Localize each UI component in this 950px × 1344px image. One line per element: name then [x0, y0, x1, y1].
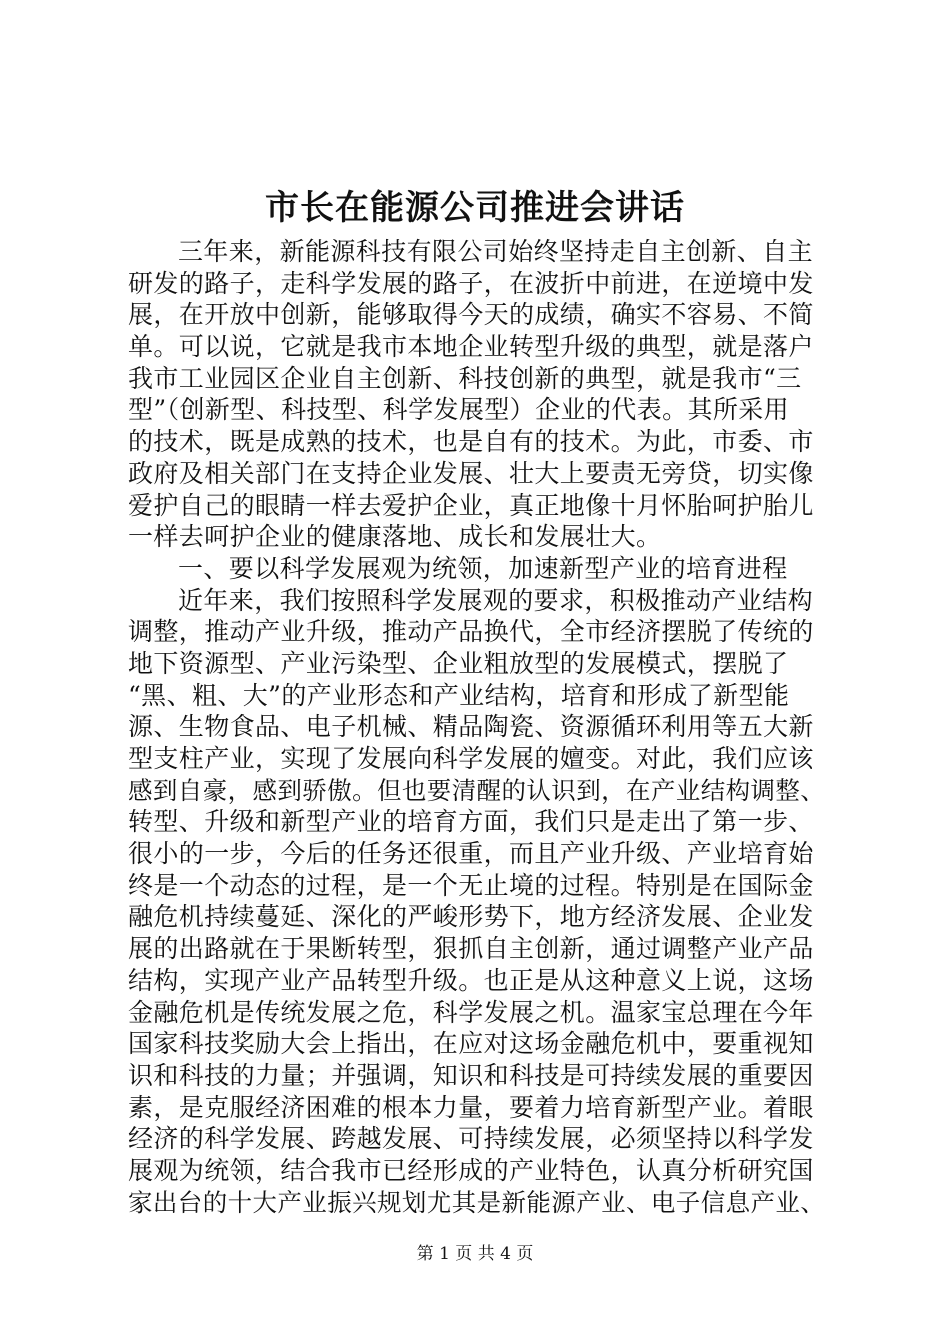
text-line: 国家科技奖励大会上指出，在应对这场金融危机中，要重视知: [128, 1029, 814, 1059]
text-line: 研发的路子，走科学发展的路子，在波折中前进，在逆境中发: [128, 268, 814, 298]
text-line: 展，在开放中创新，能够取得今天的成绩，确实不容易、不简: [128, 300, 814, 330]
text-line: 金融危机是传统发展之危，科学发展之机。温家宝总理在今年: [128, 997, 814, 1027]
text-line: 调整，推动产业升级，推动产品换代，全市经济摆脱了传统的: [128, 617, 814, 647]
text-line: 很小的一步，今后的任务还很重，而且产业升级、产业培育始: [128, 839, 814, 869]
text-line: 爱护自己的眼睛一样去爱护企业，真正地像十月怀胎呵护胎儿: [128, 490, 814, 520]
text-line: 识和科技的力量；并强调，知识和科技是可持续发展的重要因: [128, 1060, 814, 1090]
document-title: 市长在能源公司推进会讲话: [265, 188, 685, 228]
text-line: 感到自豪，感到骄傲。但也要清醒的认识到，在产业结构调整、: [128, 775, 826, 805]
text-line: 经济的科学发展、跨越发展、可持续发展，必须坚持以科学发: [128, 1124, 814, 1154]
text-line: 单。可以说，它就是我市本地企业转型升级的典型，就是落户: [128, 332, 814, 362]
text-line: 我市工业园区企业自主创新、科技创新的典型，就是我市“三: [128, 363, 802, 393]
text-line: 型”（创新型、科技型、科学发展型）企业的代表。其所采用: [128, 395, 790, 425]
text-line: 型支柱产业，实现了发展向科学发展的嬗变。对此，我们应该: [128, 744, 814, 773]
page-footer: 第 1 页 共 4 页: [416, 1244, 534, 1264]
text-line: 家出台的十大产业振兴规划尤其是新能源产业、电子信息产业、: [128, 1187, 826, 1217]
text-line: 的技术，既是成熟的技术，也是自有的技术。为此，市委、市: [128, 427, 814, 457]
text-line: 政府及相关部门在支持企业发展、壮大上要责无旁贷，切实像: [128, 458, 814, 488]
text-line: 结构，实现产业产品转型升级。也正是从这种意义上说，这场: [128, 965, 814, 995]
text-line: 一样去呵护企业的健康落地、成长和发展壮大。: [128, 522, 662, 552]
text-line: 转型、升级和新型产业的培育方面，我们只是走出了第一步、: [128, 807, 814, 837]
text-line: 地下资源型、产业污染型、企业粗放型的发展模式，摆脱了: [128, 648, 789, 678]
text-line: 素，是克服经济困难的根本力量，要着力培育新型产业。着眼: [128, 1092, 814, 1122]
text-line: 三年来，新能源科技有限公司始终坚持走自主创新、自主: [178, 237, 814, 266]
text-line: 一、要以科学发展观为统领，加速新型产业的培育进程: [178, 553, 788, 583]
text-line: 近年来，我们按照科学发展观的要求，积极推动产业结构: [178, 585, 814, 615]
text-line: 展的出路就在于果断转型，狠抓自主创新，通过调整产业产品: [128, 934, 814, 964]
text-line: 终是一个动态的过程，是一个无止境的过程。特别是在国际金: [128, 870, 814, 900]
document-body: [128, 236, 828, 1218]
text-line: 展观为统领，结合我市已经形成的产业特色，认真分析研究国: [128, 1155, 814, 1185]
text-line: 融危机持续蔓延、深化的严峻形势下，地方经济发展、企业发: [128, 902, 814, 932]
text-line: “黑、粗、大”的产业形态和产业结构，培育和形成了新型能: [128, 680, 790, 710]
text-line: 源、生物食品、电子机械、精品陶瓷、资源循环利用等五大新: [128, 712, 814, 742]
